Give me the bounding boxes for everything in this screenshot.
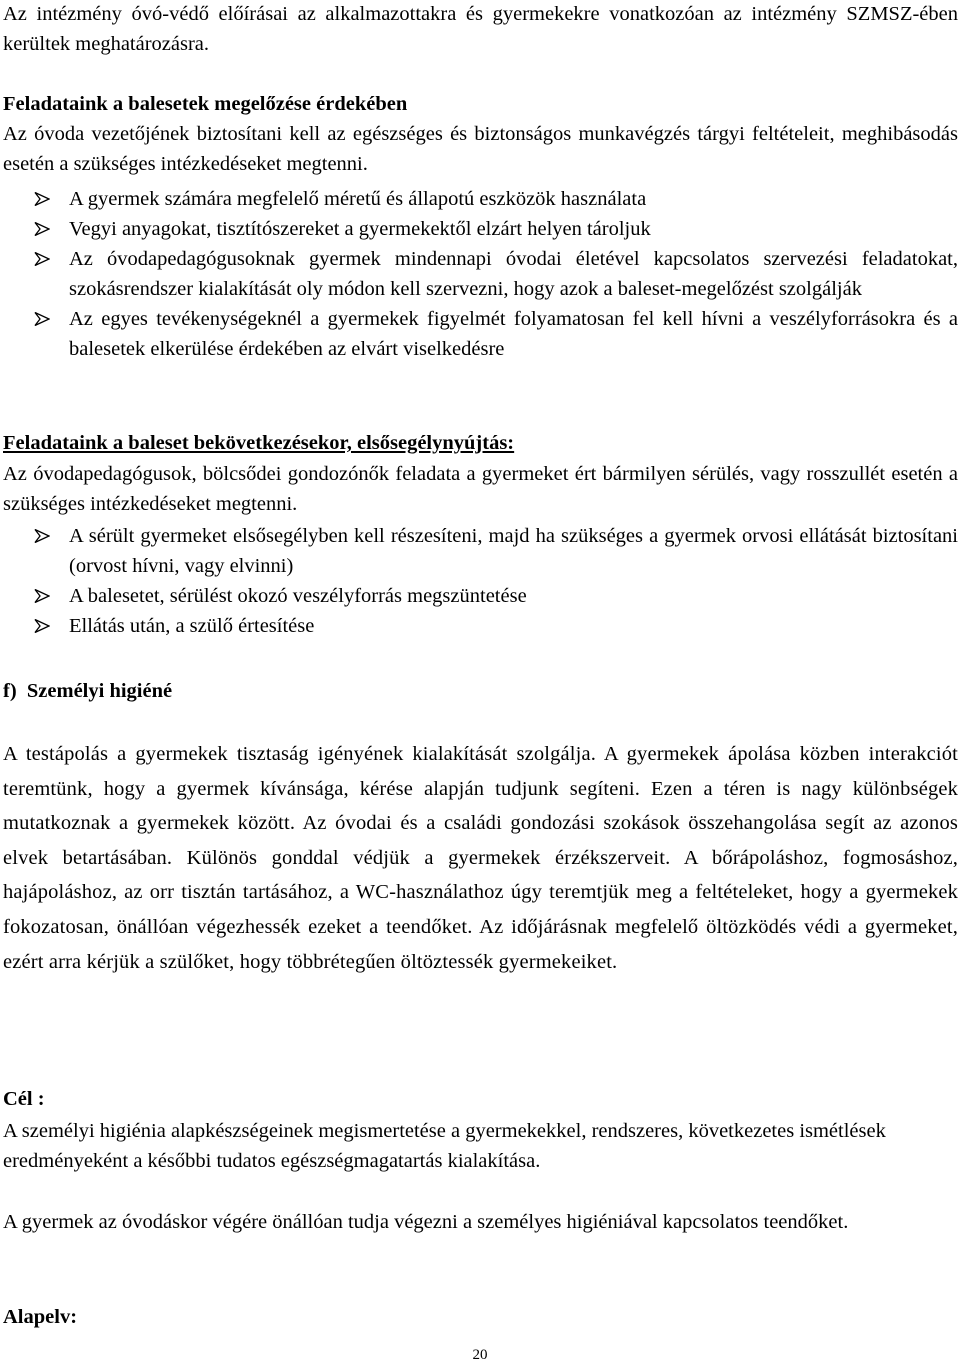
prevention-bullet-list bbox=[0, 184, 958, 364]
list-item bbox=[0, 244, 958, 304]
list-item-text: A sérült gyermeket elsősegélyben kell részesíteni, majd ha szükséges a gyermek orvosi ellátását biztosítani (orvost hívni, vagy elvinni) bbox=[69, 525, 958, 577]
list-item bbox=[0, 581, 958, 611]
first-aid-paragraph: Az óvodapedagógusok, bölcsődei gondozónők feladata a gyermeket ért bármilyen sérülés, vagy rosszullét esetén a szükséges intézkedéseket megtenni. bbox=[3, 463, 958, 515]
list-item bbox=[0, 521, 958, 581]
arrow-bullet-icon bbox=[34, 192, 50, 206]
goal-paragraph-2: A gyermek az óvodáskor végére önállóan tudja végezni a személyes higiéniával kapcsolatos teendőket. bbox=[3, 1211, 849, 1233]
section-heading-prevention: Feladataink a balesetek megelőzése érdekében bbox=[3, 93, 408, 115]
arrow-bullet-icon bbox=[34, 252, 50, 266]
arrow-bullet-icon bbox=[34, 222, 50, 236]
prevention-paragraph: Az óvoda vezetőjének biztosítani kell az egészséges és biztonságos munkavégzés tárgyi feltételeit, meghibásodás esetén a szükséges intézkedéseket megtenni. bbox=[3, 123, 958, 175]
section-heading-hygiene: f) Személyi higiéné bbox=[3, 680, 173, 702]
intro-paragraph: Az intézmény óvó-védő előírásai az alkalmazottakra és gyermekekre vonatkozóan az intézmény SZMSZ-ében kerültek meghatározásra. bbox=[3, 3, 958, 55]
arrow-bullet-icon bbox=[34, 589, 50, 603]
goal-paragraph-1: A személyi higiénia alapkészségeinek megismertetése a gyermekekkel, rendszeres, következetes ismétlések eredményeként a későbbi tudatos egészségmagatartás kialakítása. bbox=[3, 1120, 886, 1172]
list-item-text: Az óvodapedagógusoknak gyermek mindennapi óvodai életével kapcsolatos szervezési feladatokat, szokásrendszer kialakítását oly módon kell szervezni, hogy azok a baleset-megelőzést szolgálják bbox=[69, 248, 958, 300]
section-heading-first-aid: Feladataink a baleset bekövetkezésekor, elsősegélynyújtás: bbox=[3, 432, 515, 454]
list-item-text: Az egyes tevékenységeknél a gyermekek figyelmét folyamatosan fel kell hívni a veszélyforrásokra és a balesetek elkerülése érdekében az elvárt viselkedésre bbox=[69, 308, 958, 360]
principle-heading: Alapelv: bbox=[3, 1306, 78, 1328]
list-item-text: A balesetet, sérülést okozó veszélyforrás megszüntetése bbox=[69, 585, 527, 607]
first-aid-bullet-list bbox=[0, 521, 958, 641]
list-item bbox=[0, 611, 958, 641]
list-item bbox=[0, 304, 958, 364]
hygiene-paragraph: A testápolás a gyermekek tisztaság igényének kialakítását szolgálja. A gyermekek ápolása közben interakciót teremtünk, hogy a gyermek kívánsága, kérése alapján tudjunk segíteni. Ezen a téren is nagy különbségek mutatkoznak a gyermekek között. Az óvodai és a családi gondozási szokások összehangolása segít az azonos elvek betartásában. Különös gonddal védjük a gyermekek érzékszerveit. A bőrápoláshoz, fogmosáshoz, hajápoláshoz, az orr tisztán tartásához, a WC-használathoz úgy teremtjük meg a feltételeket, hogy a gyermekek fokozatosan, önállóan végezhessék ezeket a teendőket. Az időjárásnak megfelelő öltözködés védi a gyermeket, ezért arra kérjük a szülőket, hogy többrétegűen öltöztessék gyermekeiket. bbox=[3, 743, 958, 973]
list-item bbox=[0, 214, 958, 244]
page-number: 20 bbox=[472, 1347, 488, 1363]
list-item bbox=[0, 184, 958, 214]
arrow-bullet-icon bbox=[34, 312, 50, 326]
arrow-bullet-icon bbox=[34, 529, 50, 543]
list-item-text: Vegyi anyagokat, tisztítószereket a gyermekektől elzárt helyen tároljuk bbox=[69, 218, 651, 240]
list-item-text: Ellátás után, a szülő értesítése bbox=[69, 615, 315, 637]
goal-heading: Cél : bbox=[3, 1088, 45, 1110]
arrow-bullet-icon bbox=[34, 619, 50, 633]
list-item-text: A gyermek számára megfelelő méretű és állapotú eszközök használata bbox=[69, 188, 647, 210]
